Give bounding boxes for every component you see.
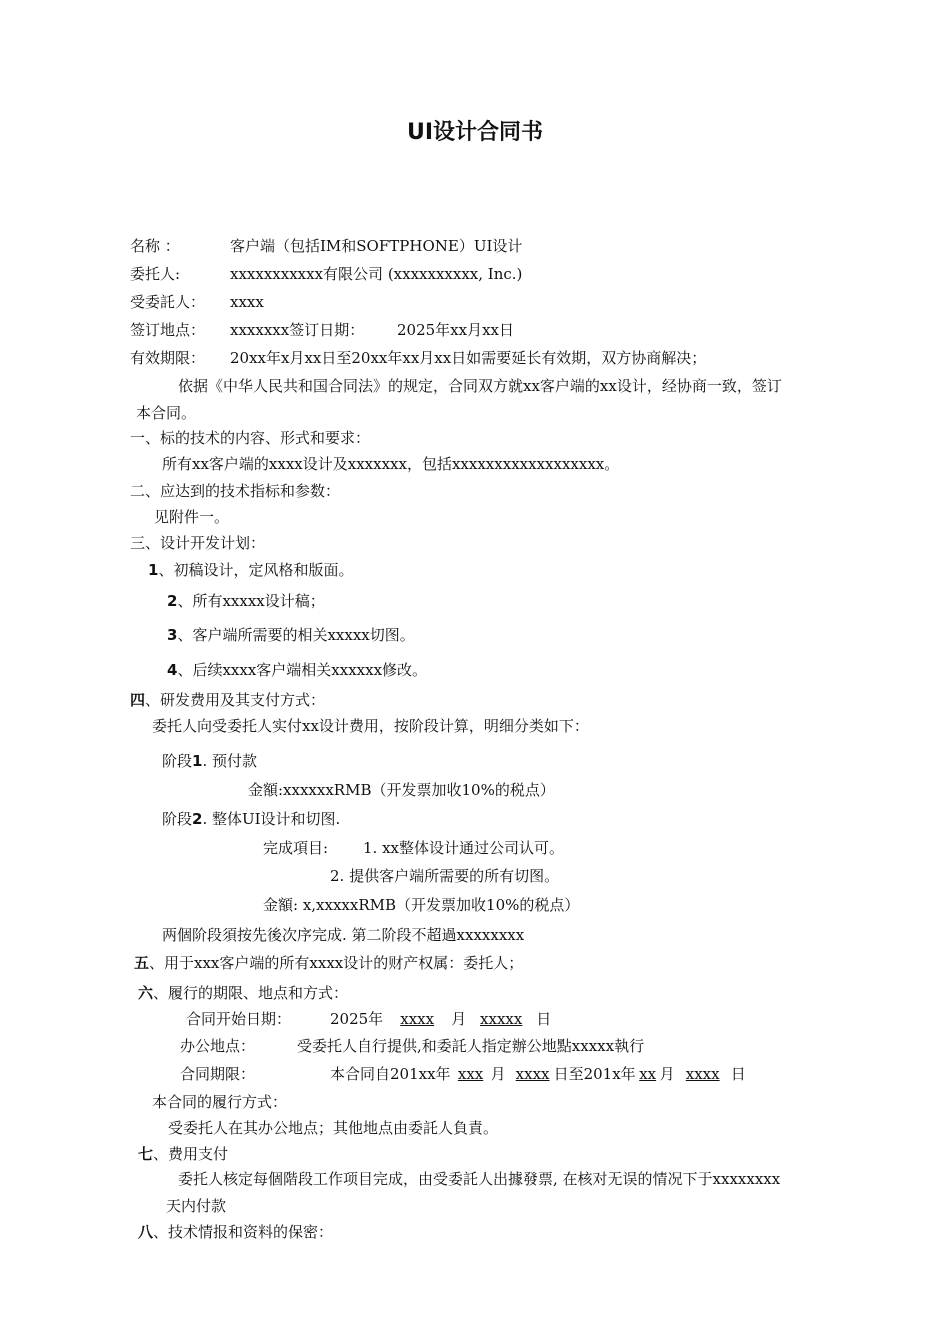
section-3-heading: 三、设计开发计划：	[130, 534, 266, 552]
performance-value: 受委托人在其办公地点；其他地点由委託人負責。	[168, 1119, 499, 1137]
stage-2-items-label: 完成項目:	[263, 839, 329, 857]
client-label: 委托人:	[130, 265, 181, 283]
stage-1-title: 阶段1. 预付款	[162, 752, 257, 770]
section-2-heading: 二、应达到的技术指标和参数：	[130, 482, 341, 500]
section-1-heading: 一、标的技术的内容、形式和要求：	[130, 429, 371, 447]
start-date-value: 2025年 xxxx 月 xxxxx 日	[330, 1010, 552, 1028]
client-value: xxxxxxxxxxx有限公司 (xxxxxxxxxx, Inc.)	[230, 265, 523, 283]
contractor-label: 受委託人：	[130, 293, 206, 311]
sign-date: 2025年xx月xx日	[397, 321, 515, 339]
section-7-heading: 七、费用支付	[138, 1145, 229, 1163]
name-value: 客户端（包括IM和SOFTPHONE）UI设计	[230, 237, 523, 255]
section-4-body: 委托人向受委托人实付xx设计费用，按阶段计算，明细分类如下：	[152, 717, 589, 735]
office-value: 受委托人自行提供,和委託人指定辦公地點xxxxx執行	[297, 1037, 645, 1055]
period-label: 合同期限：	[180, 1065, 256, 1083]
stage-2-amount: 金額: x,xxxxxRMB（开发票加收10%的税点）	[263, 896, 580, 914]
name-label: 名称 ：	[130, 237, 180, 255]
intro-line-2: 本合同。	[136, 404, 197, 422]
contractor-value: xxxx	[230, 293, 264, 311]
section-2-body: 见附件一。	[154, 508, 230, 526]
section-1-body: 所有xx客户端的xxxx设计及xxxxxxx，包括xxxxxxxxxxxxxxxxxx。	[162, 455, 620, 473]
section-4-heading: 四、研发费用及其支付方式：	[130, 691, 326, 709]
plan-item: 3、客户端所需要的相关xxxxx切图。	[167, 626, 415, 644]
section-5-heading: 五、用于xxx客户端的所有xxxx设计的财产权属：委托人；	[134, 954, 524, 972]
place-value: xxxxxxx签订日期：	[230, 321, 365, 339]
section-8-heading: 八、技术情报和资料的保密：	[138, 1223, 334, 1241]
plan-item: 4、后续xxxx客户端相关xxxxxx修改。	[167, 661, 428, 679]
stage-2-item: 2. 提供客户端所需要的所有切图。	[330, 867, 560, 885]
section-6-heading: 六、履行的期限、地点和方式：	[138, 984, 349, 1002]
performance-label: 本合同的履行方式：	[152, 1093, 288, 1111]
plan-item: 1、初稿设计，定风格和版面。	[148, 561, 354, 579]
payment-line-2: 天内付款	[166, 1197, 227, 1215]
validity-label: 有效期限：	[130, 349, 206, 367]
office-label: 办公地点：	[180, 1037, 256, 1055]
period-value: 本合同自201xx年 xxx 月 xxxx 日至201x年 xx 月 xxxx 日	[330, 1065, 746, 1083]
document-title: UI设计合同书	[406, 120, 544, 145]
section-4-note: 两個阶段須按先後次序完成. 第二阶段不超過xxxxxxxx	[162, 926, 525, 944]
stage-2-item: 1. xx整体设计通过公司认可。	[363, 839, 564, 857]
stage-2-title: 阶段2. 整体UI设计和切图.	[162, 810, 341, 828]
place-label: 签订地点：	[130, 321, 206, 339]
validity-value: 20xx年x月xx日至20xx年xx月xx日如需要延长有效期，双方协商解决；	[230, 349, 707, 367]
stage-1-amount: 金額:xxxxxxRMB（开发票加收10%的税点）	[248, 781, 555, 799]
payment-line-1: 委托人核定每個階段工作项目完成，由受委託人出據發票, 在核对无误的情况下于xxxxxxxx	[178, 1170, 781, 1188]
plan-item: 2、所有xxxxx设计稿；	[167, 592, 325, 610]
start-date-label: 合同开始日期：	[186, 1010, 292, 1028]
intro-line-1: 依据《中华人民共和国合同法》的规定，合同双方就xx客户端的xx设计，经协商一致，签订	[178, 377, 782, 395]
